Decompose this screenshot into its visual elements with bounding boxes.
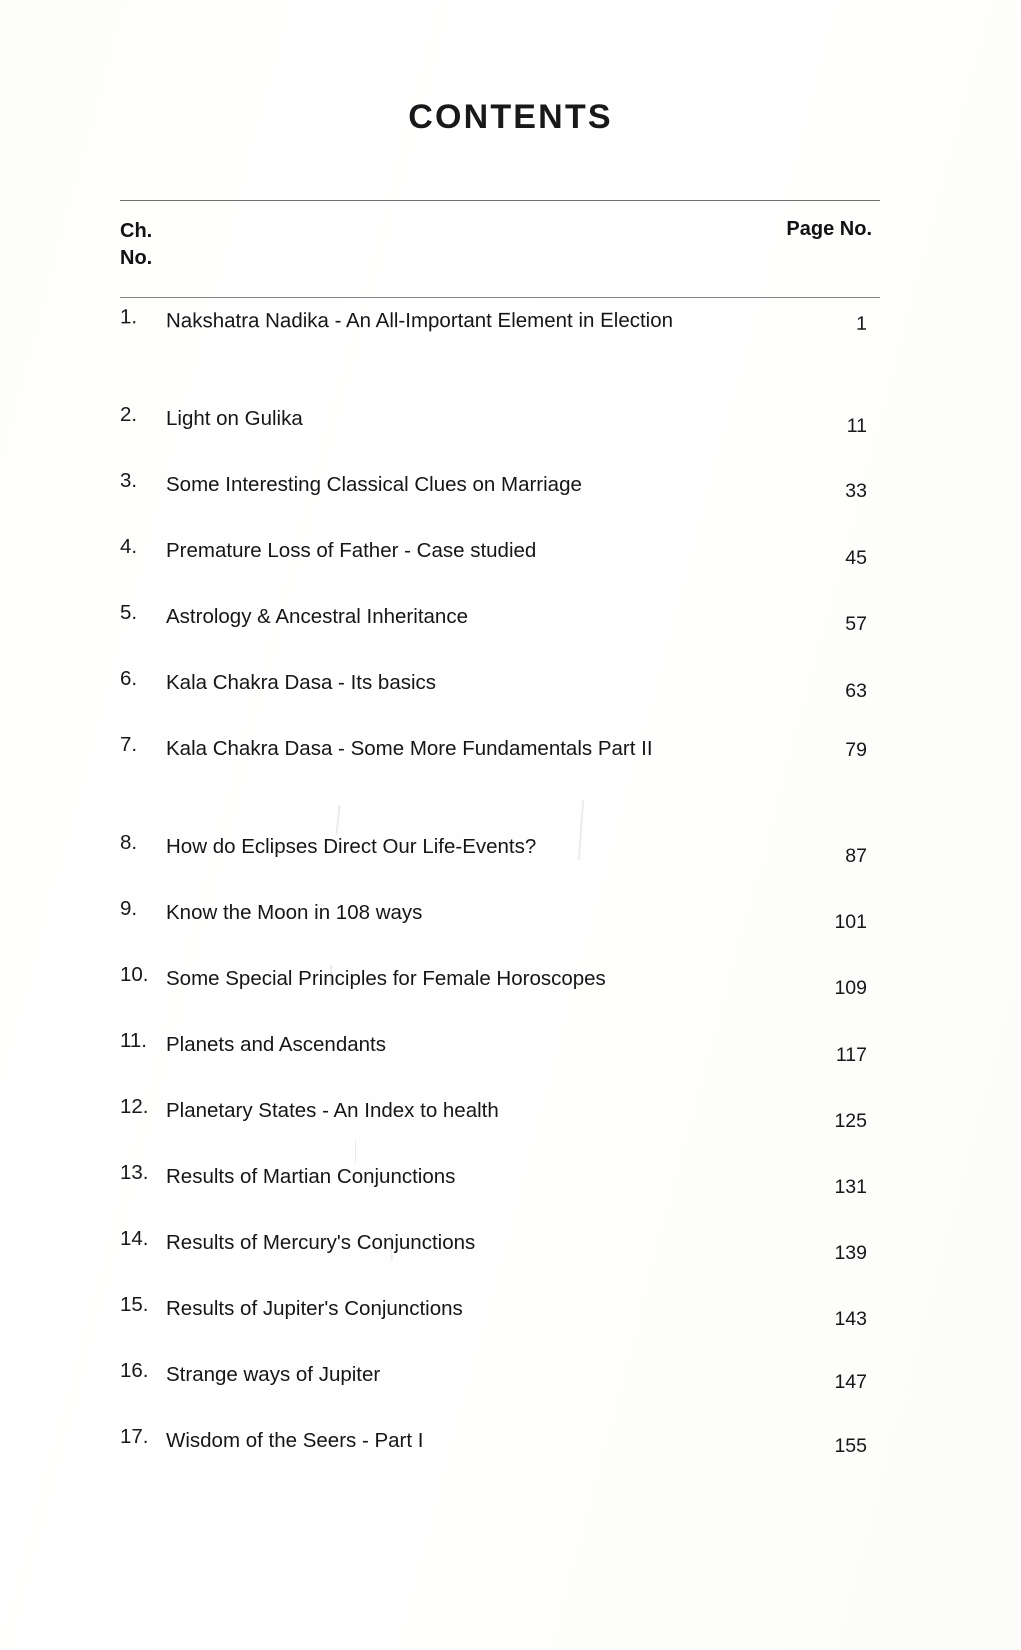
toc-entry: [120, 305, 885, 380]
toc-entry: [120, 469, 885, 511]
toc-entry-number: 10.: [120, 963, 149, 986]
toc-entry-title: Results of Jupiter's Conjunctions: [166, 1297, 463, 1320]
toc-entry-title: Results of Martian Conjunctions: [166, 1165, 456, 1188]
table-of-contents: [120, 305, 885, 1491]
toc-entry-number: 12.: [120, 1095, 149, 1118]
toc-entry-title: Premature Loss of Father - Case studied: [166, 539, 537, 562]
column-header-chapter: [120, 218, 152, 272]
toc-entry-number: 3.: [120, 469, 138, 492]
toc-entry: [120, 601, 885, 643]
toc-entry-title: Kala Chakra Dasa - Its basics: [166, 671, 437, 694]
toc-entry-number: 8.: [120, 831, 138, 854]
toc-entry-title: Some Special Principles for Female Horoscopes: [166, 967, 606, 990]
toc-entry-page: 1: [856, 312, 867, 335]
toc-entry-title: Results of Mercury's Conjunctions: [166, 1231, 476, 1254]
toc-entry-title: Light on Gulika: [166, 407, 303, 430]
toc-entry: [120, 1359, 885, 1401]
toc-entry-page: 131: [834, 1176, 867, 1198]
toc-entry-page: 101: [834, 911, 867, 933]
toc-entry-page: 79: [845, 739, 867, 761]
toc-entry-page: 63: [845, 680, 867, 702]
toc-entry-number: 15.: [120, 1293, 149, 1316]
toc-entry: [120, 1293, 885, 1335]
toc-entry-number: 13.: [120, 1161, 149, 1184]
toc-entry: [120, 667, 885, 709]
toc-entry-page: 117: [835, 1044, 867, 1066]
toc-entry-page: 33: [845, 480, 867, 502]
toc-entry-title: How do Eclipses Direct Our Life-Events?: [166, 835, 537, 858]
toc-entry-title: Strange ways of Jupiter: [166, 1363, 381, 1386]
toc-entry: [120, 1029, 885, 1071]
toc-entry-page: 45: [845, 547, 867, 569]
toc-entry: [120, 535, 885, 577]
toc-entry: [120, 1095, 885, 1137]
column-header-page: Page No.: [786, 218, 872, 240]
toc-entry-number: 11.: [120, 1029, 147, 1052]
toc-entry-page: 125: [834, 1110, 867, 1132]
toc-entry-page: 155: [834, 1435, 867, 1457]
toc-entry-title: Wisdom of the Seers - Part I: [166, 1429, 424, 1452]
toc-entry-number: 7.: [120, 733, 138, 756]
toc-entry: [120, 1425, 885, 1467]
toc-entry-page: 57: [845, 613, 867, 635]
toc-entry-title: Astrology & Ancestral Inheritance: [166, 605, 468, 628]
toc-entry-title: Planets and Ascendants: [166, 1033, 386, 1056]
toc-entry-page: 109: [834, 977, 867, 999]
column-header-chapter-line2: No.: [120, 247, 153, 269]
toc-entry: [120, 403, 885, 445]
toc-entry: [120, 897, 885, 939]
toc-entry-page: 87: [845, 845, 867, 867]
toc-entry-page: 139: [834, 1242, 867, 1264]
toc-entry-number: 5.: [120, 601, 138, 624]
toc-entry-number: 17.: [120, 1425, 149, 1448]
toc-entry-page: 147: [834, 1371, 867, 1393]
toc-entry: [120, 831, 885, 873]
toc-entry-number: 16.: [120, 1359, 149, 1382]
column-header-chapter-line1: Ch.: [120, 220, 153, 242]
toc-entry-number: 1.: [119, 305, 138, 329]
toc-entry-number: 9.: [120, 897, 138, 920]
toc-entry: [120, 1161, 885, 1203]
toc-entry: [120, 1227, 885, 1269]
toc-entry-title: Nakshatra Nadika - An All-Important Element in Election: [165, 308, 674, 333]
toc-entry-number: 14.: [120, 1227, 149, 1250]
toc-entry-number: 6.: [120, 667, 138, 690]
header-divider-top: [120, 200, 880, 201]
toc-entry-number: 2.: [120, 403, 138, 426]
toc-entry-number: 4.: [120, 535, 138, 558]
toc-entry-title: Some Interesting Classical Clues on Marriage: [166, 473, 582, 496]
header-divider-bottom: [120, 297, 880, 298]
toc-entry-title: Kala Chakra Dasa - Some More Fundamentals Part II: [166, 737, 653, 760]
page-title: CONTENTS: [408, 98, 613, 136]
toc-entry-page: 143: [834, 1308, 867, 1330]
toc-entry: [120, 733, 885, 807]
toc-entry-page: 11: [846, 415, 867, 437]
toc-entry: [120, 963, 885, 1005]
toc-entry-title: Planetary States - An Index to health: [166, 1099, 499, 1122]
toc-entry-title: Know the Moon in 108 ways: [166, 901, 423, 924]
